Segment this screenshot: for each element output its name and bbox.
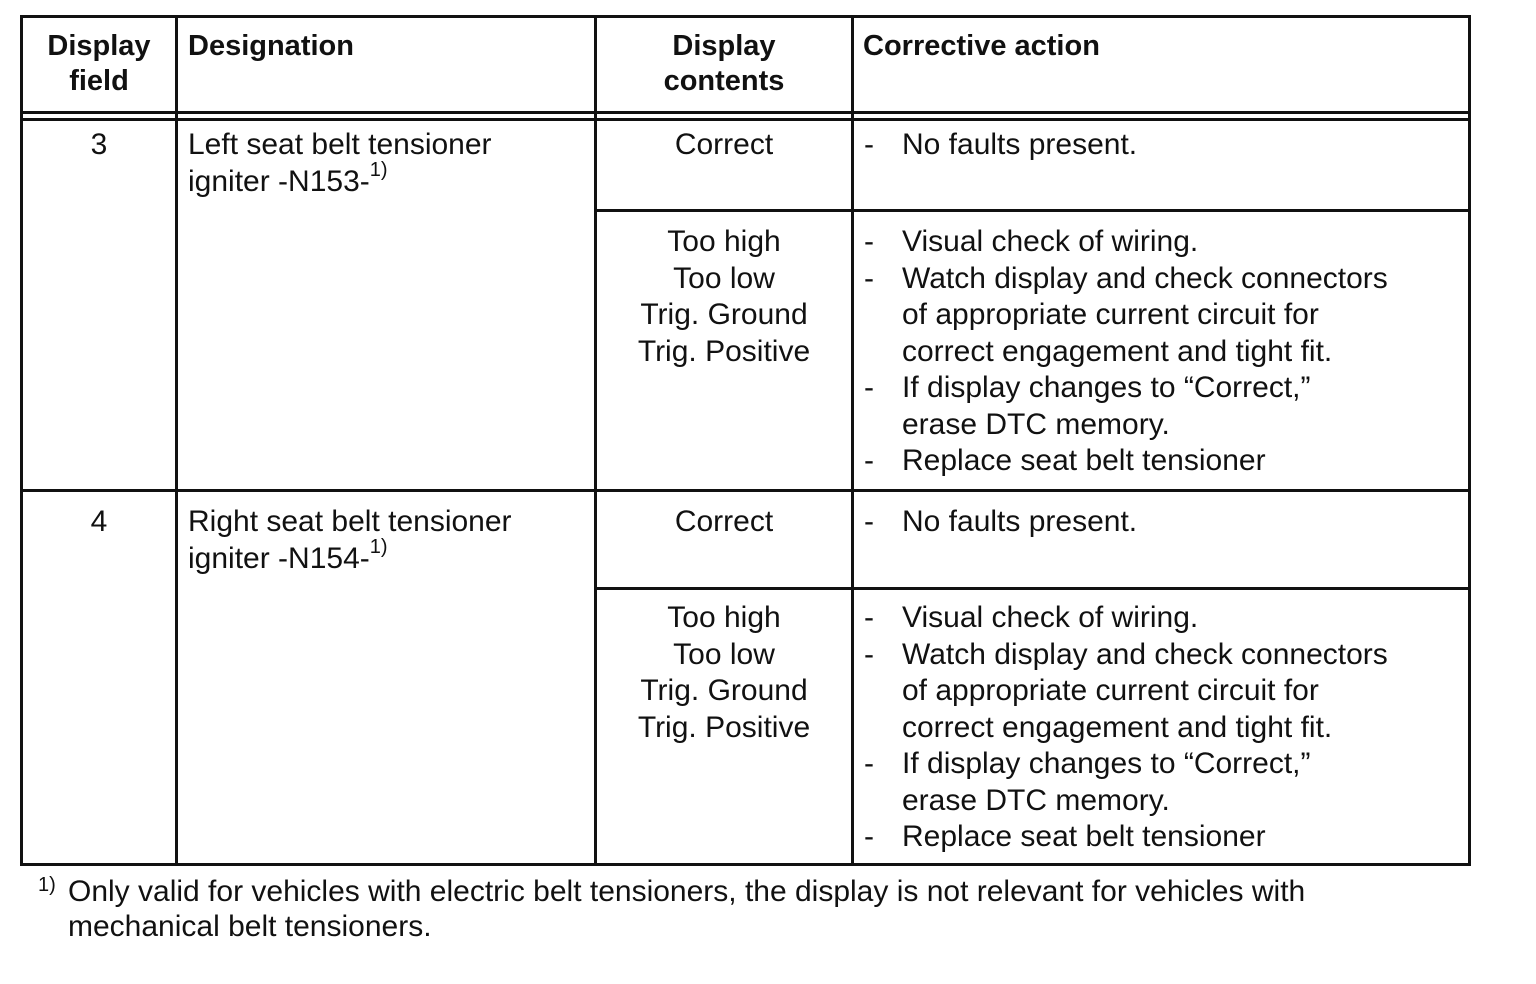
action-item: - No faults present. — [864, 128, 1138, 161]
header-display-contents: Display contents — [663, 30, 785, 97]
action-item: - If display changes to “Correct,” erase DTC memory. — [864, 371, 1311, 441]
header-display-field: Display field — [47, 30, 151, 97]
display-field-value: 4 — [90, 505, 108, 538]
display-contents-cell: Too high Too low Trig. Ground Trig. Positive — [637, 601, 811, 744]
header-rule — [20, 118, 1471, 121]
display-field-value: 3 — [90, 128, 108, 161]
row-divider — [594, 209, 1471, 212]
action-list — [854, 127, 1464, 164]
corrective-action-cell — [854, 504, 1464, 541]
action-list — [854, 224, 1464, 480]
footnote-ref: 1) — [369, 158, 388, 181]
footnote-ref: 1) — [369, 535, 388, 558]
action-item: - If display changes to “Correct,” erase DTC memory. — [864, 747, 1311, 817]
display-contents-cell: Correct — [674, 128, 774, 161]
designation-cell: Right seat belt tensioner igniter -N154-$^{1)}$ — [188, 505, 512, 575]
row-divider — [594, 587, 1471, 590]
action-item: - Visual check of wiring. — [864, 225, 1199, 258]
header-rule — [20, 111, 1471, 114]
display-contents-cell: Correct — [674, 505, 774, 538]
footnote-text: Only valid for vehicles with electric belt tensioners, the display is not relevant for vehicles with mechanical belt tensioners. — [68, 875, 1306, 943]
corrective-action-cell — [854, 224, 1464, 480]
action-list — [854, 600, 1464, 856]
header-corrective-action: Corrective action — [863, 30, 1100, 62]
action-item: - Watch display and check connectors of appropriate current circuit for correct engagement and tight fit. — [864, 261, 1388, 368]
row-divider — [20, 489, 1471, 492]
action-list — [854, 504, 1464, 541]
corrective-action-cell — [854, 127, 1464, 164]
column-divider — [175, 15, 178, 866]
footnote-mark: 1) — [38, 874, 56, 896]
action-item: - Watch display and check connectors of appropriate current circuit for correct engagement and tight fit. — [864, 637, 1388, 744]
header-designation: Designation — [188, 30, 354, 62]
footnote — [38, 874, 1488, 944]
action-item: - Visual check of wiring. — [864, 601, 1199, 634]
action-item: - Replace seat belt tensioner — [864, 820, 1266, 853]
action-item: - Replace seat belt tensioner — [864, 444, 1266, 477]
display-contents-cell: Too high Too low Trig. Ground Trig. Positive — [637, 225, 811, 368]
action-item: - No faults present. — [864, 505, 1138, 538]
designation-cell: Left seat belt tensioner igniter -N153-$^{1)}$ — [188, 128, 492, 198]
corrective-action-cell — [854, 600, 1464, 856]
